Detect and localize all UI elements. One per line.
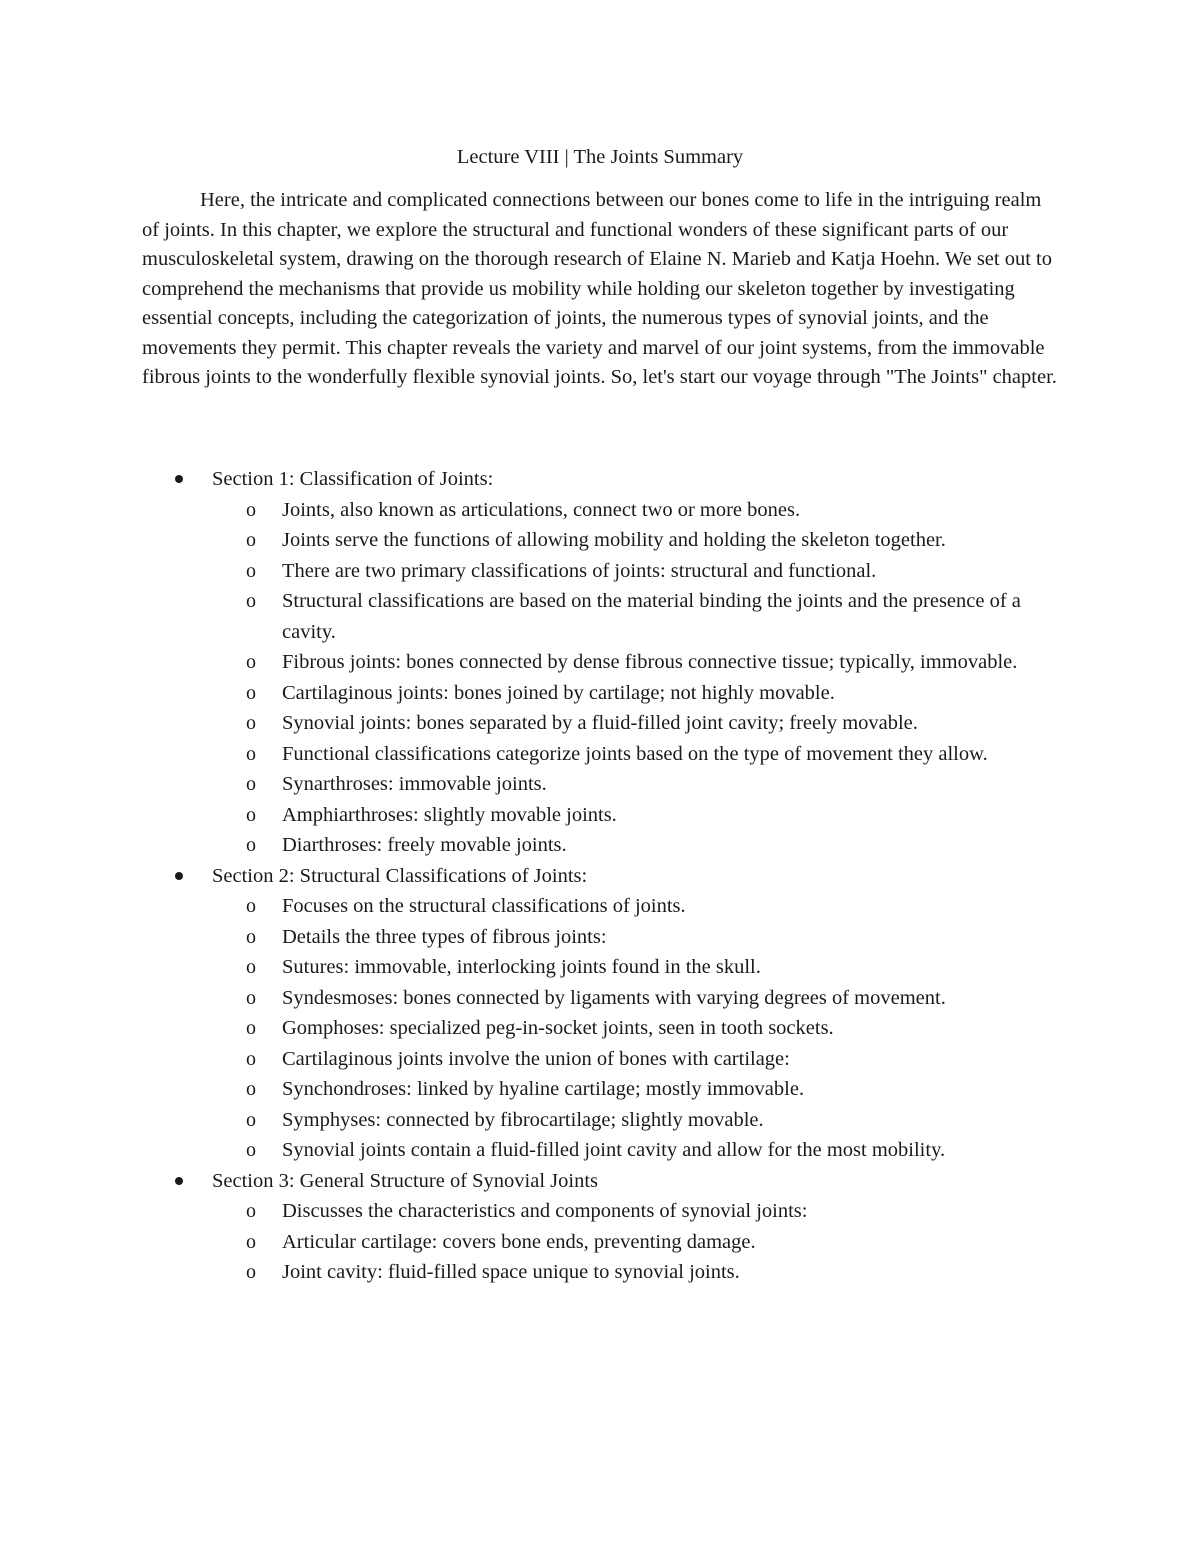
sub-item-text: Joint cavity: fluid-filled space unique to synovial joints. [282, 1261, 740, 1283]
sub-list-item [212, 1257, 1062, 1288]
sub-list-item [212, 952, 1062, 983]
sub-list-item [212, 678, 1062, 709]
sub-list-item [212, 1013, 1062, 1044]
hollow-bullet-icon: o [246, 773, 256, 795]
sub-item-text: Synovial joints contain a fluid-filled joint cavity and allow for the most mobility. [282, 1139, 946, 1161]
sub-list-item [212, 1105, 1062, 1136]
sub-item-text: There are two primary classifications of joints: structural and functional. [282, 559, 877, 582]
hollow-bullet-icon: o [246, 1108, 256, 1131]
sub-list-item [212, 1227, 1062, 1258]
sub-item-text: Fibrous joints: bones connected by dense fibrous connective tissue; typically, immovable. [282, 651, 1018, 673]
hollow-bullet-icon: o [246, 803, 256, 826]
sub-item-text: Joints serve the functions of allowing mobility and holding the skeleton together. [282, 529, 946, 551]
section-item [142, 861, 1062, 1166]
sub-item-list [212, 891, 1062, 1166]
hollow-bullet-icon: o [246, 559, 256, 582]
intro-paragraph: Here, the intricate and complicated connections between our bones come to life in the intriguing realm of joints. In this chapter, we explore the structural and functional wonders of these significant parts of our musculoskeletal system, drawing on the thorough research of Elaine N. Marieb and Katja Hoehn. We set out to comprehend the mechanisms that provide us mobility while holding our skeleton together by investigating essential concepts, including the categorization of joints, the numerous types of synovial joints, and the movements they permit. This chapter reveals the variety and marvel of our joint systems, from the immovable fibrous joints to the wonderfully flexible synovial joints. So, let's start our voyage through "The Joints" chapter. [142, 189, 1057, 388]
sub-item-text: Joints, also known as articulations, connect two or more bones. [282, 498, 801, 521]
sub-list-item [212, 556, 1062, 587]
sub-list-item [212, 830, 1062, 861]
sub-item-text: Articular cartilage: covers bone ends, preventing damage. [282, 1230, 756, 1253]
hollow-bullet-icon: o [246, 956, 256, 978]
sub-list-item [212, 983, 1062, 1014]
sub-list-item [212, 647, 1062, 678]
sub-list-item [212, 1044, 1062, 1075]
sub-item-text: Syndesmoses: bones connected by ligaments with varying degrees of movement. [282, 986, 946, 1009]
bullet-icon [175, 475, 183, 483]
sub-item-text: Synovial joints: bones separated by a fluid-filled joint cavity; freely movable. [282, 712, 918, 734]
sub-item-list [212, 495, 1062, 861]
sub-list-item [212, 708, 1062, 739]
sub-list-item [212, 891, 1062, 922]
hollow-bullet-icon: o [246, 590, 256, 612]
hollow-bullet-icon: o [246, 1017, 256, 1039]
sub-list-item [212, 1196, 1062, 1227]
hollow-bullet-icon: o [246, 742, 256, 765]
sub-item-text: Synchondroses: linked by hyaline cartilage; mostly immovable. [282, 1078, 805, 1100]
hollow-bullet-icon: o [246, 1230, 256, 1253]
sub-item-text: Discusses the characteristics and components of synovial joints: [282, 1200, 808, 1222]
sub-item-list [212, 1196, 1062, 1288]
hollow-bullet-icon: o [246, 1139, 256, 1161]
sub-list-item [212, 739, 1062, 770]
section-heading: Section 1: Classification of Joints: [212, 468, 494, 490]
sub-list-item [212, 769, 1062, 800]
sub-list-item [212, 1135, 1062, 1166]
sub-item-text: Cartilaginous joints: bones joined by cartilage; not highly movable. [282, 681, 835, 704]
hollow-bullet-icon: o [246, 834, 256, 856]
sub-list-item [212, 1074, 1062, 1105]
sub-item-text: Structural classifications are based on the material binding the joints and the presence of a cavity. [282, 590, 1021, 643]
hollow-bullet-icon: o [246, 925, 256, 948]
section-heading: Section 2: Structural Classifications of Joints: [212, 864, 588, 887]
sub-item-text: Synarthroses: immovable joints. [282, 773, 547, 795]
sub-list-item [212, 922, 1062, 953]
sub-item-text: Amphiarthroses: slightly movable joints. [282, 803, 617, 826]
hollow-bullet-icon: o [246, 529, 256, 551]
hollow-bullet-icon: o [246, 1261, 256, 1283]
sub-item-text: Sutures: immovable, interlocking joints found in the skull. [282, 956, 761, 978]
sub-item-text: Cartilaginous joints involve the union of bones with cartilage: [282, 1047, 790, 1070]
hollow-bullet-icon: o [246, 1078, 256, 1100]
bullet-icon [175, 1177, 183, 1185]
sub-item-text: Symphyses: connected by fibrocartilage; slightly movable. [282, 1108, 764, 1131]
hollow-bullet-icon: o [246, 651, 256, 673]
sub-list-item [212, 525, 1062, 556]
hollow-bullet-icon: o [246, 681, 256, 704]
section-item [142, 1166, 1062, 1288]
hollow-bullet-icon: o [246, 498, 256, 521]
sub-item-text: Diarthroses: freely movable joints. [282, 834, 567, 856]
sub-item-text: Details the three types of fibrous joints: [282, 925, 607, 948]
sub-item-text: Gomphoses: specialized peg-in-socket joints, seen in tooth sockets. [282, 1017, 834, 1039]
hollow-bullet-icon: o [246, 1200, 256, 1222]
section-list [142, 464, 1062, 1288]
sub-list-item [212, 800, 1062, 831]
bullet-icon [175, 872, 183, 880]
sub-list-item [212, 586, 1062, 647]
hollow-bullet-icon: o [246, 712, 256, 734]
hollow-bullet-icon: o [246, 895, 256, 917]
section-item [142, 464, 1062, 861]
sub-list-item [212, 495, 1062, 526]
document-title: Lecture VIII | The Joints Summary [456, 146, 744, 168]
sub-item-text: Focuses on the structural classifications of joints. [282, 895, 686, 917]
hollow-bullet-icon: o [246, 1047, 256, 1070]
sub-item-text: Functional classifications categorize joints based on the type of movement they allow. [282, 742, 988, 765]
section-heading: Section 3: General Structure of Synovial Joints [212, 1169, 599, 1192]
hollow-bullet-icon: o [246, 986, 256, 1009]
